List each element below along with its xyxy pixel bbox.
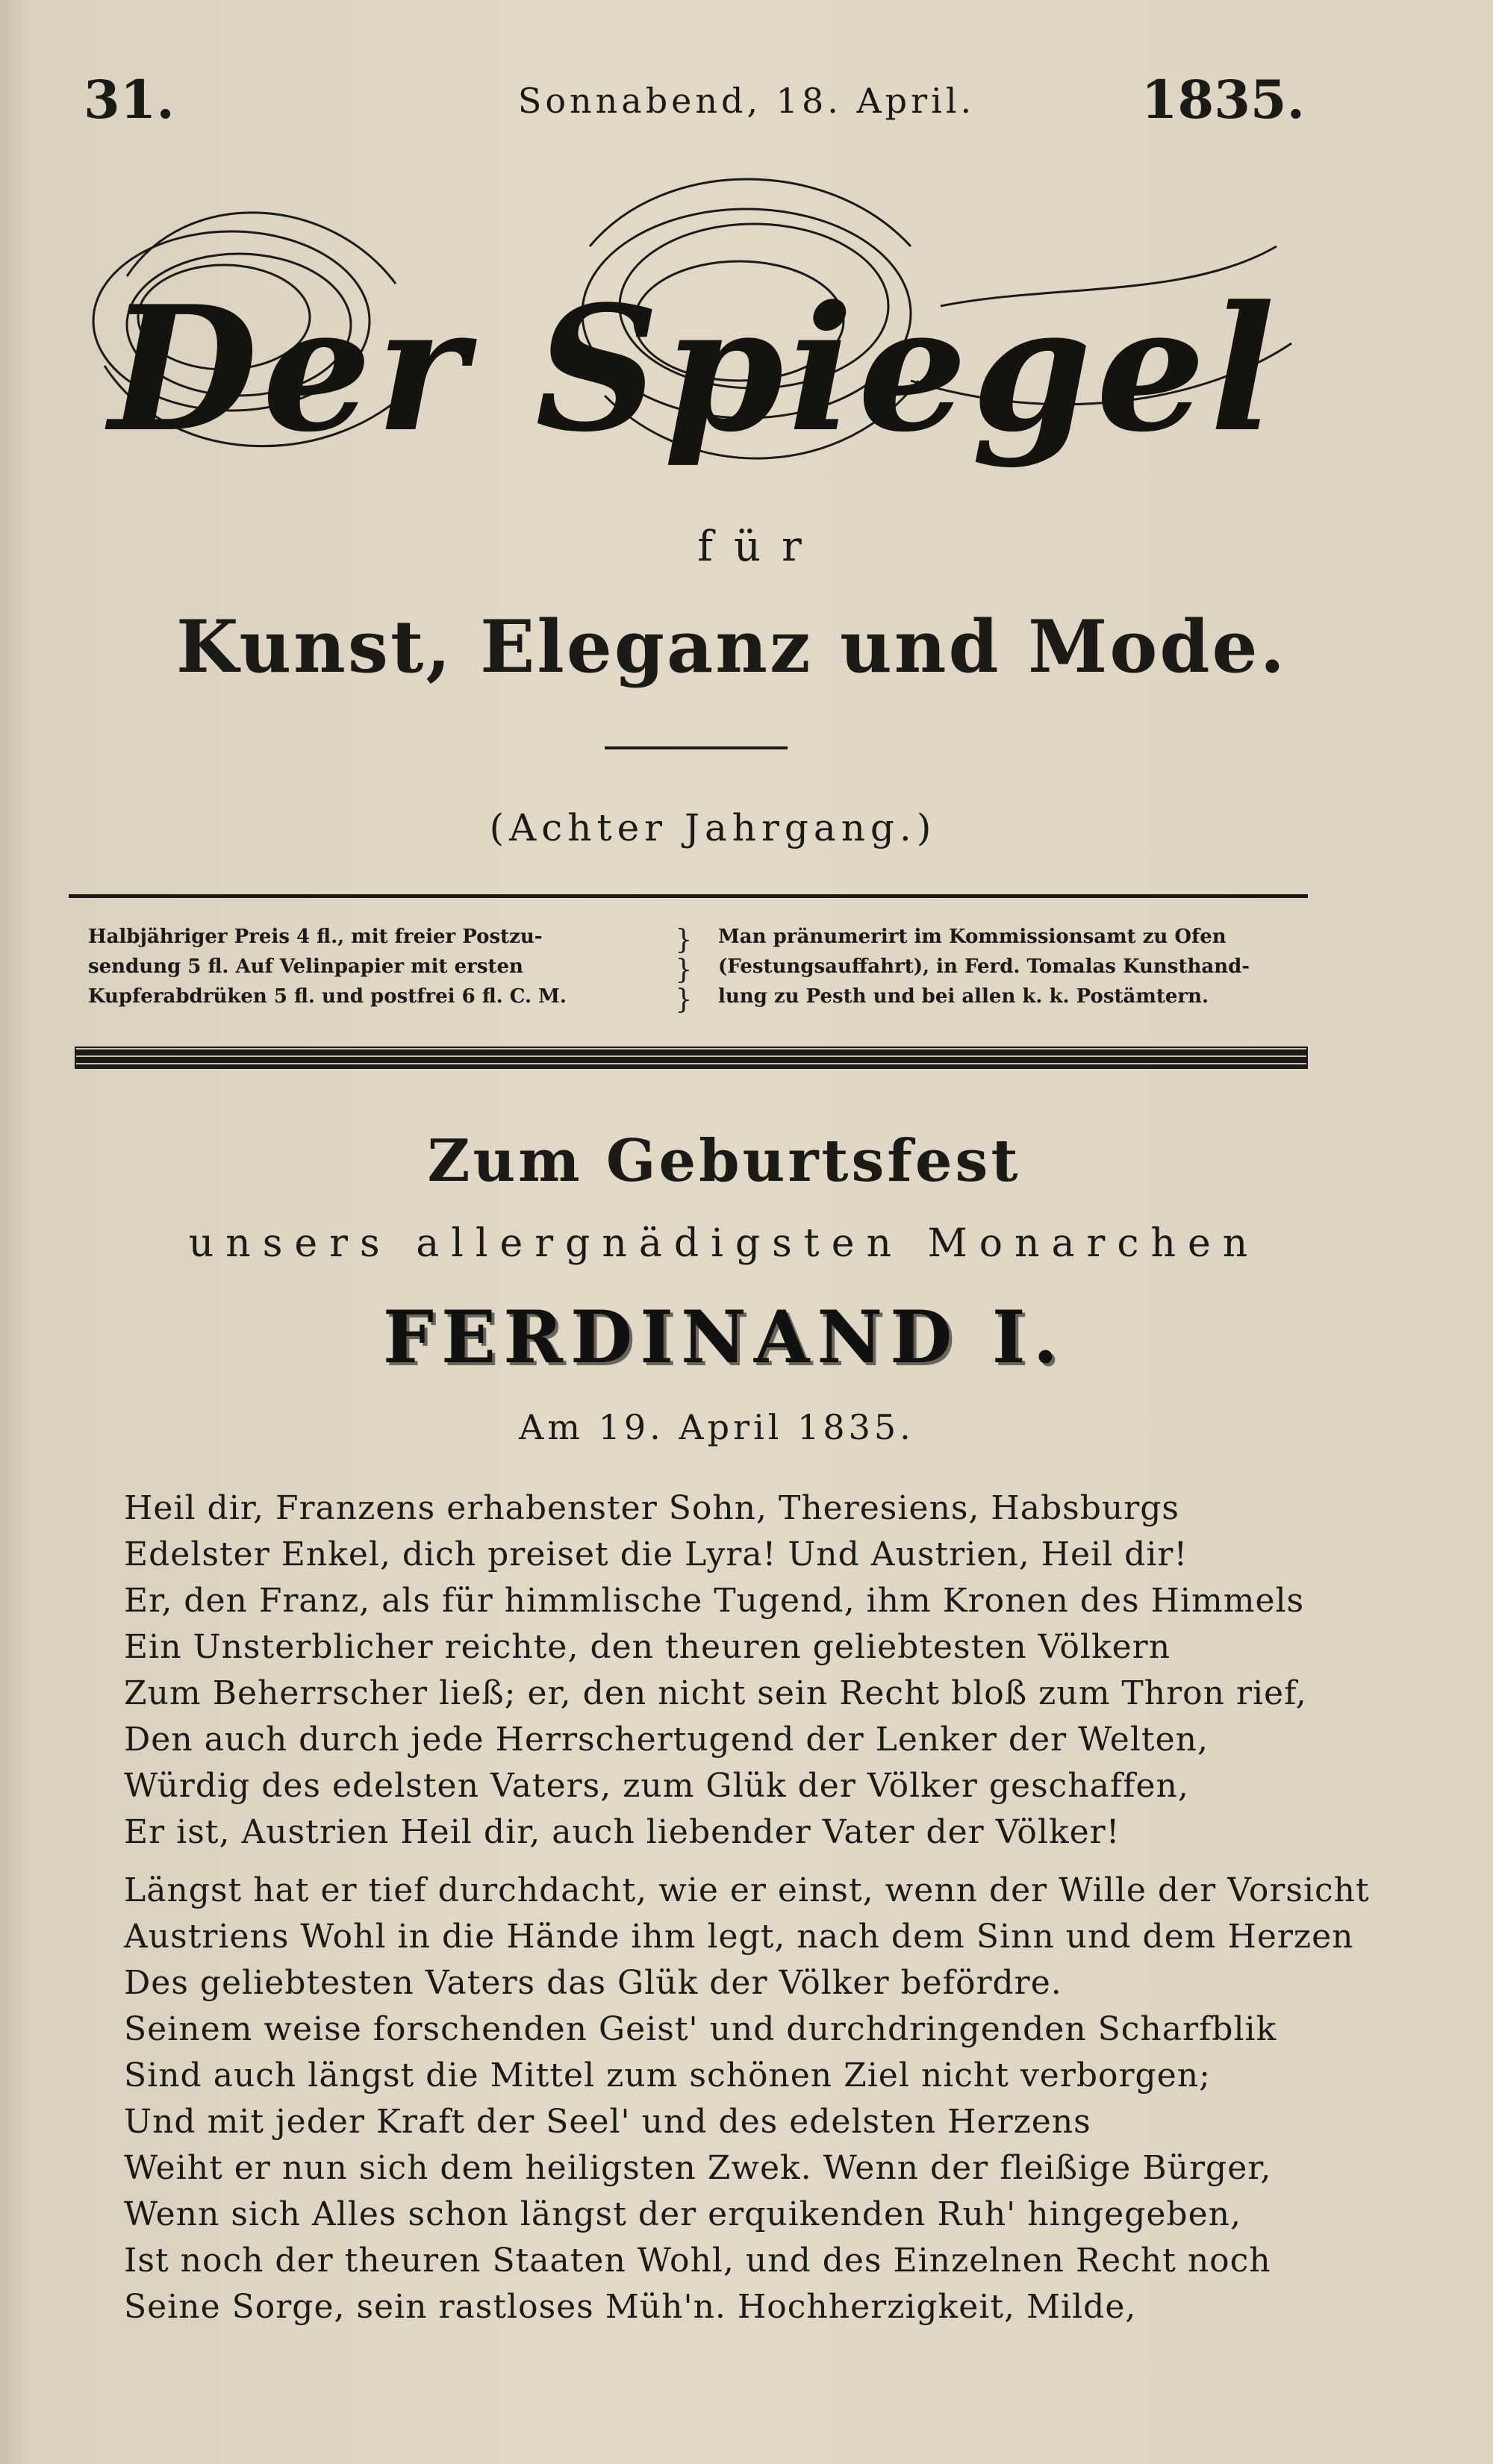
poem-subtitle: unsers allergnädigsten Monarchen [188,1221,1260,1266]
verse-line: Er, den Franz, als für himmlische Tugend, ihm Kronen des Himmels [124,1582,1305,1620]
price-block-top-rule [69,894,1308,898]
verse-line: Wenn sich Alles schon längst der erquikenden Ruh' hingegeben, [124,2195,1241,2233]
verse-line: Würdig des edelsten Vaters, zum Glük der Völker geschaffen, [124,1767,1189,1805]
brace-glyph: } [675,925,693,955]
price-block-bottom-rule [75,1047,1308,1069]
poem-date: Am 19. April 1835. [519,1407,914,1447]
price-info-left-line: sendung 5 fl. Auf Velinpapier mit ersten [88,955,523,978]
verse-line: Den auch durch jede Herrschertugend der Lenker der Welten, [124,1721,1209,1759]
brace-glyph: } [675,985,693,1015]
short-divider-rule [605,746,788,749]
issue-year: 1835. [1141,69,1305,131]
verse-line: Ein Unsterblicher reichte, den theuren geliebtesten Völkern [124,1628,1171,1666]
masthead-subtitle: Kunst, Eleganz und Mode. [176,605,1287,689]
masthead-flourish [82,157,1306,500]
poem-stanza-1 [124,1485,1307,1856]
brace-glyph: } [675,955,693,985]
price-info-left-line: Kupferabdrüken 5 fl. und postfrei 6 fl. C. M. [88,985,567,1008]
price-info-right [718,922,1300,1011]
brace-separator [669,926,699,1015]
verse-line: Des geliebtesten Vaters das Glük der Völker befördre. [124,1964,1062,2002]
verse-line: Er ist, Austrien Heil dir, auch liebender Vater der Völker! [124,1813,1120,1851]
price-info-left [88,922,663,1011]
price-info-left-line: Halbjähriger Preis 4 fl., mit freier Postzu- [88,926,543,948]
issue-number: 31. [84,69,175,131]
verse-line: Ist noch der theuren Staaten Wohl, und des Einzelnen Recht noch [124,2242,1271,2280]
verse-line: Edelster Enkel, dich preiset die Lyra! Und Austrien, Heil dir! [124,1535,1188,1573]
verse-line: Seine Sorge, sein rastloses Müh'n. Hochherzigkeit, Milde, [124,2288,1137,2326]
verse-line: Und mit jeder Kraft der Seel' und des edelsten Herzens [124,2103,1091,2141]
verse-line: Längst hat er tief durchdacht, wie er einst, wenn der Wille der Vorsicht [124,1871,1370,1909]
price-info-right-line: Man pränumerirt im Kommissionsamt zu Ofen [718,926,1226,948]
monarch-name: FERDINAND I. [382,1295,1066,1379]
verse-line: Heil dir, Franzens erhabenster Sohn, Theresiens, Habsburgs [124,1489,1180,1527]
verse-line: Austriens Wohl in die Hände ihm legt, nach dem Sinn und dem Herzen [124,1918,1354,1956]
verse-line: Seinem weise forschenden Geist' und durchdringenden Scharfblik [124,2010,1277,2048]
verse-line: Weiht er nun sich dem heiligsten Zwek. Wenn der fleißige Bürger, [124,2149,1272,2187]
issue-date: Sonnabend, 18. April. [517,81,976,121]
poem-stanza-2 [124,1868,1370,2330]
verse-line: Zum Beherrscher ließ; er, den nicht sein Recht bloß zum Thron rief, [124,1674,1307,1712]
volume-label: (Achter Jahrgang.) [489,806,937,849]
price-info-right-line: lung zu Pesth und bei allen k. k. Postämtern. [718,985,1209,1008]
price-info-right-line: (Festungsauffahrt), in Ferd. Tomalas Kunsthand- [718,955,1250,978]
masthead-fuer: für [697,523,823,571]
masthead-title: Der Spiegel [108,269,1280,470]
poem-title: Zum Geburtsfest [427,1127,1021,1195]
verse-line: Sind auch längst die Mittel zum schönen Ziel nicht verborgen; [124,2056,1211,2095]
